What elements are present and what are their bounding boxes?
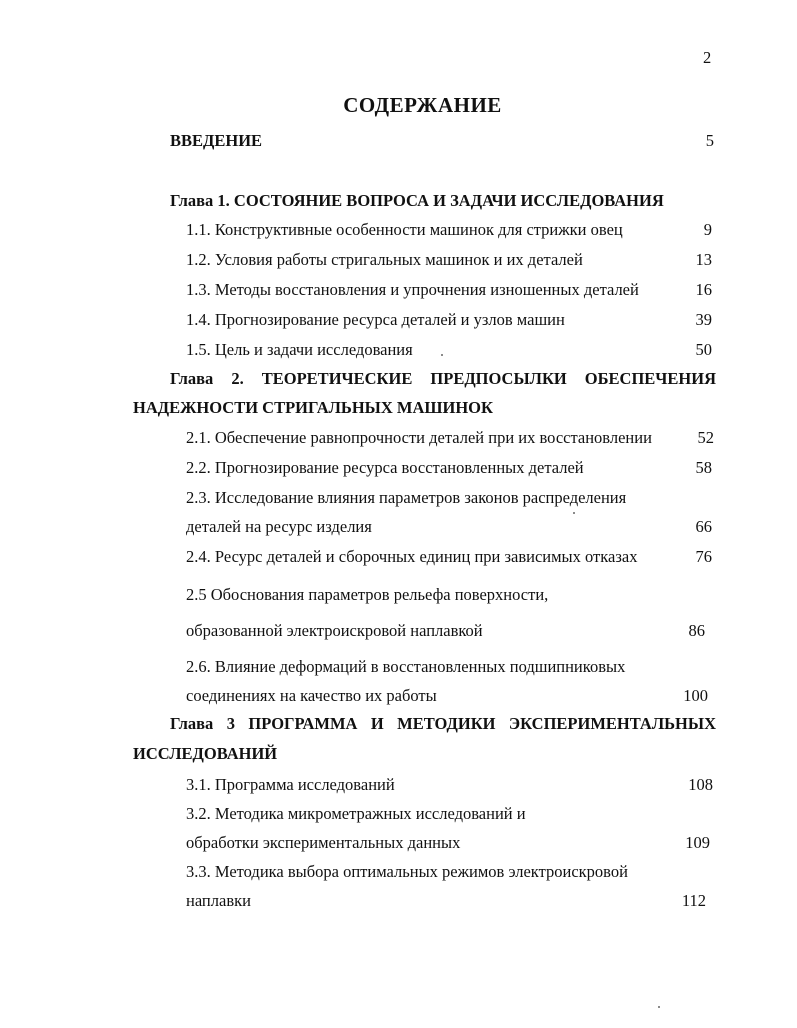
toc-entry-label: 2.2. Прогнозирование ресурса восстановленных деталей (186, 458, 584, 477)
toc-entry-page: 58 (695, 458, 712, 477)
toc-intro-label: ВВЕДЕНИЕ (170, 131, 263, 150)
toc-entry-label: 2.3. Исследование влияния параметров законов распределения (186, 488, 627, 507)
toc-entry-page: 52 (697, 428, 714, 447)
toc-entry-label: 3.2. Методика микрометражных исследований и (186, 804, 526, 823)
toc-entry-page: 9 (703, 220, 712, 239)
toc-entry-label: образованной электроискровой наплавкой (186, 621, 483, 640)
toc-entry-label: 2.5 Обоснования параметров рельефа поверхности, (186, 585, 549, 604)
toc-entry-label: 1.3. Методы восстановления и упрочнения изношенных деталей (186, 280, 639, 299)
toc-intro-page: 5 (705, 131, 714, 150)
toc-entry-label: 1.1. Конструктивные особенности машинок для стрижки овец (186, 220, 623, 239)
toc-entry-label: обработки экспериментальных данных (186, 833, 461, 852)
toc-entry-page: 66 (695, 517, 712, 536)
chapter-3-title-line2: ИССЛЕДОВАНИЙ (133, 744, 278, 763)
chapter-2-title-line1: Глава 2. ТЕОРЕТИЧЕСКИЕ ПРЕДПОСЫЛКИ ОБЕСПЕЧЕНИЯ (170, 369, 716, 388)
toc-entry-page: 86 (688, 621, 705, 640)
toc-entry-label: деталей на ресурс изделия (186, 517, 372, 536)
toc-entry-label: 2.4. Ресурс деталей и сборочных единиц при зависимых отказах (186, 547, 638, 566)
toc-entry-label: 1.5. Цель и задачи исследования (186, 340, 413, 359)
page-title: СОДЕРЖАНИЕ (343, 93, 502, 117)
toc-entry-page: 16 (695, 280, 712, 299)
toc-entry-page: 39 (695, 310, 712, 329)
toc-entry-label: 2.6. Влияние деформаций в восстановленных подшипниковых (186, 657, 626, 676)
toc-entry-label: 1.4. Прогнозирование ресурса деталей и узлов машин (186, 310, 565, 329)
scan-speck (441, 354, 443, 356)
toc-entry-label: 3.1. Программа исследований (186, 775, 395, 794)
toc-entry-page: 76 (695, 547, 712, 566)
toc-entry-page: 100 (683, 686, 708, 705)
scan-speck (573, 512, 575, 514)
toc-entry-page: 108 (688, 775, 713, 794)
page-number: 2 (703, 48, 712, 67)
toc-entry-page: 50 (695, 340, 712, 359)
chapter-2-title-line2: НАДЕЖНОСТИ СТРИГАЛЬНЫХ МАШИНОК (133, 398, 493, 417)
toc-entry-label: 3.3. Методика выбора оптимальных режимов электроискровой (186, 862, 628, 881)
toc-entry-page: 109 (685, 833, 710, 852)
toc-entry-label: наплавки (186, 891, 251, 910)
toc-entry-label: 1.2. Условия работы стригальных машинок и их деталей (186, 250, 583, 269)
scan-speck (658, 1006, 660, 1008)
toc-entry-page: 13 (695, 250, 712, 269)
toc-entry-label: 2.1. Обеспечение равнопрочности деталей при их восстановлении (186, 428, 652, 447)
toc-entry-label: соединениях на качество их работы (186, 686, 437, 705)
chapter-3-title-line1: Глава 3 ПРОГРАММА И МЕТОДИКИ ЭКСПЕРИМЕНТАЛЬНЫХ (170, 714, 716, 733)
toc-entry-page: 112 (681, 891, 706, 910)
chapter-1-title: Глава 1. СОСТОЯНИЕ ВОПРОСА И ЗАДАЧИ ИССЛЕДОВАНИЯ (170, 191, 664, 210)
